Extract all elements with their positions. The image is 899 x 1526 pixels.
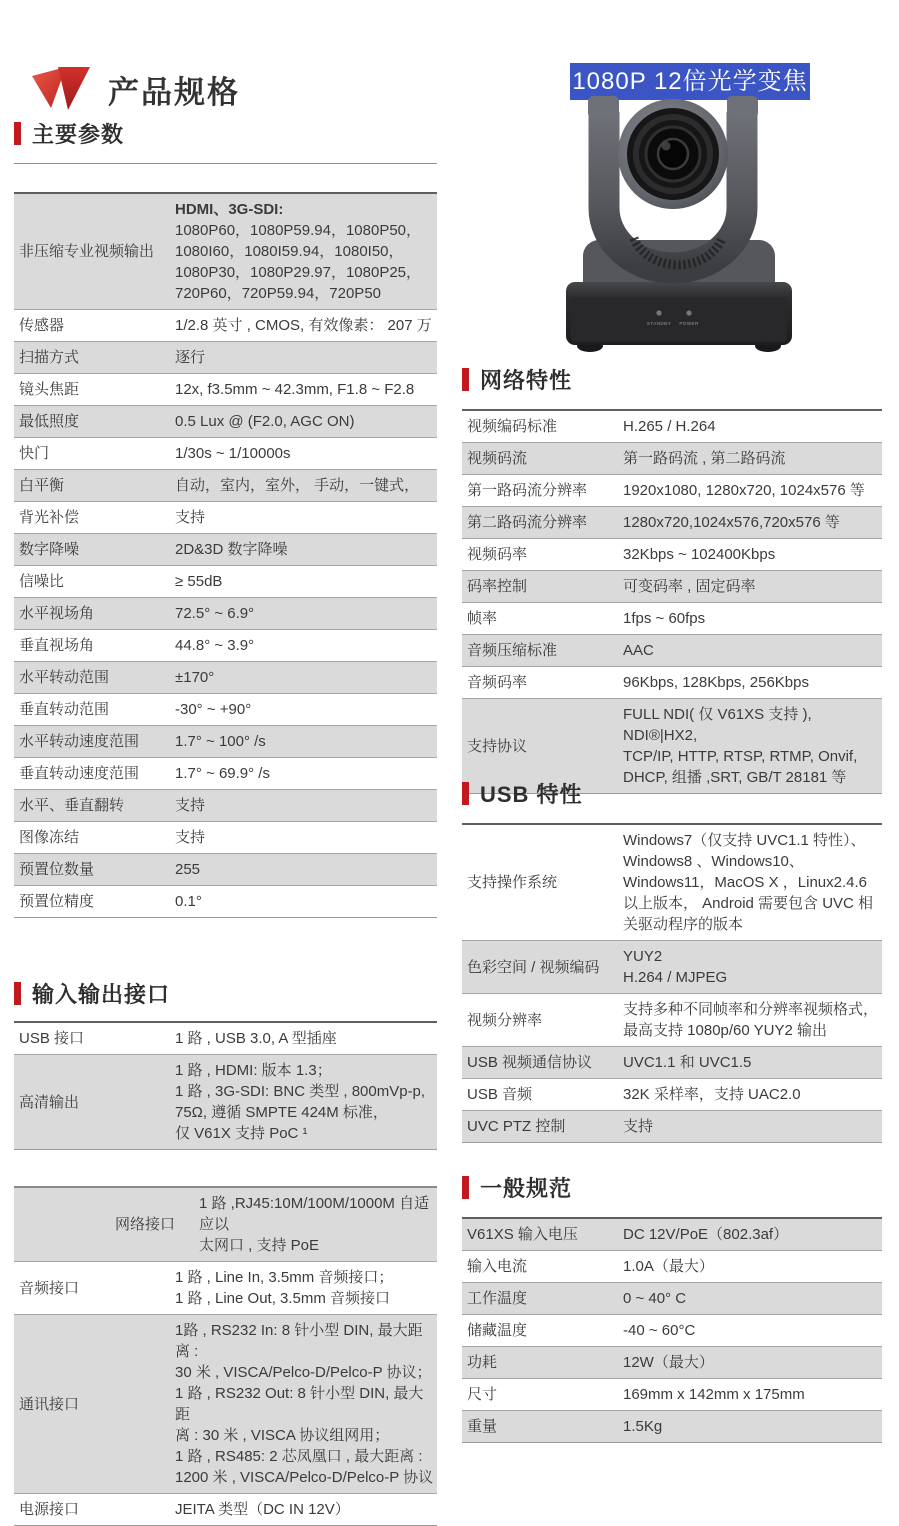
general-table xyxy=(462,1217,882,1443)
spec-label: 垂直转动速度范围 xyxy=(19,765,140,782)
spec-label: V61XS 输入电压 xyxy=(467,1226,578,1243)
spec-row xyxy=(14,1055,437,1149)
section-usb xyxy=(462,778,882,1143)
spec-value: Windows7（仅支持 UVC1.1 特性）、 Windows8 、Windows10、 Windows11，MacOS X ，Linux2.4.6 以上版本， Android 需要包含 UVC 相 关驱动程序的版本 xyxy=(623,832,874,933)
spec-row xyxy=(462,603,882,635)
usb-table xyxy=(462,823,882,1143)
spec-row xyxy=(14,1262,437,1315)
spec-label: 水平转动范围 xyxy=(19,669,110,686)
spec-value: 12x, f3.5mm ~ 42.3mm, F1.8 ~ F2.8 xyxy=(175,381,415,398)
spec-value: FULL NDI( 仅 V61XS 支持 ), NDI®|HX2, TCP/IP, HTTP, RTSP, RTMP, Onvif, DHCP, 组播 ,SRT, GB/T 28181 等 xyxy=(623,706,858,786)
spec-value: 1.5Kg xyxy=(623,1418,663,1435)
spec-value: ≥ 55dB xyxy=(175,573,223,590)
section-title-text: 主要参数 xyxy=(32,122,125,147)
section-title xyxy=(14,978,437,1009)
spec-value: -30° ~ +90° xyxy=(175,701,252,718)
spec-value: 1920x1080, 1280x720, 1024x576 等 xyxy=(623,482,865,499)
spec-value: 1.7° ~ 69.9° /s xyxy=(175,765,270,782)
spec-label: 高清输出 xyxy=(19,1093,80,1111)
section-title xyxy=(462,364,882,395)
spec-row xyxy=(14,502,437,534)
spec-value: 32K 采样率，支持 UAC2.0 xyxy=(623,1086,801,1103)
spec-row xyxy=(14,726,437,758)
spec-row xyxy=(462,1283,882,1315)
spec-value: 0.5 Lux @ (F2.0, AGC ON) xyxy=(175,413,355,430)
spec-row xyxy=(14,534,437,566)
spec-label: 非压缩专业视频输出 xyxy=(19,243,155,260)
spec-value: 255 xyxy=(175,861,201,878)
spec-label: 视频编码标准 xyxy=(467,418,558,435)
spec-row xyxy=(462,1111,882,1142)
spec-label: 信噪比 xyxy=(19,573,65,590)
spec-value: 96Kbps, 128Kbps, 256Kbps xyxy=(623,674,809,691)
spec-label: 数字降噪 xyxy=(19,541,80,558)
spec-label: USB 接口 xyxy=(19,1030,85,1047)
spec-label: 帧率 xyxy=(467,610,498,627)
spec-label: 视频码流 xyxy=(467,450,528,467)
spec-label: USB 音频 xyxy=(467,1086,533,1103)
spec-row xyxy=(14,1494,437,1525)
spec-value: 32Kbps ~ 102400Kbps xyxy=(623,546,776,563)
spec-value: YUY2 H.264 / MJPEG xyxy=(623,948,728,986)
spec-row xyxy=(462,443,882,475)
spec-value: 1 路 ,RJ45:10M/100M/1000M 自适应以 太网口 , 支持 PoE xyxy=(199,1195,430,1254)
standby-led xyxy=(656,310,661,315)
spec-row xyxy=(14,310,437,342)
spec-label: 工作温度 xyxy=(467,1290,528,1307)
spec-row xyxy=(462,1379,882,1411)
page-title: 产品规格 xyxy=(108,74,240,110)
red-bar-icon xyxy=(14,122,21,145)
section-title xyxy=(462,778,882,809)
spec-label: 垂直视场角 xyxy=(19,637,95,654)
red-bar-icon xyxy=(462,782,469,805)
spec-row xyxy=(462,1079,882,1111)
spec-label: UVC PTZ 控制 xyxy=(467,1118,566,1135)
spec-row xyxy=(14,406,437,438)
spec-value: 1 路 , USB 3.0, A 型插座 xyxy=(175,1030,337,1047)
spec-value: 72.5° ~ 6.9° xyxy=(175,605,255,622)
spec-value: 1280x720,1024x576,720x576 等 xyxy=(623,514,840,531)
spec-value: 可变码率 , 固定码率 xyxy=(623,578,756,595)
spec-value: 2D&3D 数字降噪 xyxy=(175,541,288,558)
spec-row xyxy=(462,539,882,571)
spec-label: 快门 xyxy=(19,445,50,462)
spec-row xyxy=(14,662,437,694)
spec-value: 169mm x 142mm x 175mm xyxy=(623,1386,805,1403)
spec-row xyxy=(14,854,437,886)
spec-row xyxy=(14,374,437,406)
spec-value: 自动，室内，室外， 手动，一键式， xyxy=(175,477,420,494)
spec-row xyxy=(462,1347,882,1379)
spec-value: UVC1.1 和 UVC1.5 xyxy=(623,1054,752,1071)
spec-value: 第一路码流 , 第二路码流 xyxy=(623,450,786,467)
spec-label: 支持协议 xyxy=(467,737,528,755)
spec-label: 扫描方式 xyxy=(19,349,80,366)
spec-label: 预置位数量 xyxy=(19,861,95,878)
section-network xyxy=(462,364,882,794)
standby-label: STANDBY xyxy=(646,321,672,326)
spec-label: 水平转动速度范围 xyxy=(19,733,140,750)
spec-row xyxy=(462,411,882,443)
spec-value: 1/30s ~ 1/10000s xyxy=(175,445,291,462)
spec-label: 图像冻结 xyxy=(19,829,80,846)
spec-row xyxy=(462,994,882,1047)
title-rule xyxy=(14,163,437,164)
spec-label: 白平衡 xyxy=(19,477,65,494)
spec-row xyxy=(462,1047,882,1079)
io-table-part2 xyxy=(14,1186,437,1526)
spec-label: 支持操作系统 xyxy=(467,874,558,891)
io-table-part1 xyxy=(14,1021,437,1150)
spec-value: 1 路 , Line In, 3.5mm 音频接口； 1 路 , Line Out, 3.5mm 音频接口 xyxy=(175,1269,394,1307)
spec-row xyxy=(14,822,437,854)
spec-value: ±170° xyxy=(175,669,215,686)
spec-label: 通讯接口 xyxy=(19,1395,80,1413)
spec-row xyxy=(14,194,437,310)
power-label: POWER xyxy=(679,321,699,326)
section-io xyxy=(14,978,437,1526)
spec-value: 0.1° xyxy=(175,893,202,910)
spec-value: 12W（最大） xyxy=(623,1354,714,1371)
spec-label: 视频分辨率 xyxy=(467,1011,543,1029)
spec-row xyxy=(14,342,437,374)
spec-label: 储藏温度 xyxy=(467,1322,528,1339)
spec-value: 支持 xyxy=(175,509,206,526)
spec-value: 1.7° ~ 100° /s xyxy=(175,733,266,750)
spec-row xyxy=(462,1411,882,1442)
spec-label: 预置位精度 xyxy=(19,893,95,910)
section-title xyxy=(14,118,437,149)
spec-value: 1fps ~ 60fps xyxy=(623,610,706,627)
section-general xyxy=(462,1172,882,1443)
section-title-text: 网络特性 xyxy=(480,368,573,393)
spec-value: 44.8° ~ 3.9° xyxy=(175,637,255,654)
network-table xyxy=(462,409,882,794)
spec-value: -40 ~ 60°C xyxy=(623,1322,696,1339)
spec-value: 支持 xyxy=(175,829,206,846)
spec-row xyxy=(14,1315,437,1494)
spec-label: 水平视场角 xyxy=(19,605,95,622)
brand-logo-icon xyxy=(30,64,92,114)
section-title-text: USB 特性 xyxy=(480,782,583,807)
spec-label: 重量 xyxy=(467,1418,498,1435)
spec-value: 支持 xyxy=(623,1118,654,1135)
spec-row xyxy=(14,630,437,662)
spec-label: 第一路码流分辨率 xyxy=(467,482,588,499)
ptz-camera-image xyxy=(538,92,820,354)
spec-value: 1.0A（最大） xyxy=(623,1258,714,1275)
brand-header xyxy=(30,64,240,114)
red-bar-icon xyxy=(14,982,21,1005)
spec-row xyxy=(14,1188,437,1262)
spec-row xyxy=(14,758,437,790)
spec-label: 传感器 xyxy=(19,317,65,334)
spec-row xyxy=(14,790,437,822)
spec-label: USB 视频通信协议 xyxy=(467,1054,593,1071)
spec-value: 1路 , RS232 In: 8 针小型 DIN, 最大距离 : 30 米 , VISCA/Pelco-D/Pelco-P 协议； 1 路 , RS232 Out: 8 针小型 DIN, 最大距 离 : 30 米 , VISCA 协议组网用； 1 路 , RS485: 2 芯凤凰口 , 最大距离 : 1200 米 , VISCA/Pelco-D/Pelco-P 协议 xyxy=(175,1322,434,1486)
spec-row xyxy=(462,571,882,603)
section-title-text: 输入输出接口 xyxy=(32,982,171,1007)
spec-value: AAC xyxy=(623,642,654,659)
spec-value: H.265 / H.264 xyxy=(623,418,716,435)
spec-row xyxy=(462,667,882,699)
spec-label: 功耗 xyxy=(467,1354,498,1371)
spec-label: 电源接口 xyxy=(19,1501,80,1518)
spec-row xyxy=(14,598,437,630)
spec-row xyxy=(462,1315,882,1347)
spec-label: 音频压缩标准 xyxy=(467,642,558,659)
spec-row xyxy=(14,694,437,726)
spec-value: JEITA 类型（DC IN 12V） xyxy=(175,1501,350,1518)
spec-value: HDMI、3G-SDI: 1080P60，1080P59.94，1080P50， 1080I60，1080I59.94，1080I50， 1080P30，1080P29.97，1080P25， 720P60，720P59.94，720P50 xyxy=(175,201,422,302)
spec-row xyxy=(462,475,882,507)
spec-row xyxy=(462,1251,882,1283)
spec-label: 背光补偿 xyxy=(19,509,80,526)
spec-label: 尺寸 xyxy=(467,1386,498,1403)
spec-label: 码率控制 xyxy=(467,578,528,595)
spec-row xyxy=(462,941,882,994)
spec-label: 音频接口 xyxy=(19,1279,80,1297)
spec-label: 音频码率 xyxy=(467,674,528,691)
spec-row xyxy=(14,886,437,917)
spec-row xyxy=(14,566,437,598)
spec-row xyxy=(462,1219,882,1251)
feature-badge: 1080P 12倍光学变焦 xyxy=(570,63,810,100)
spec-value: 1/2.8 英寸 , CMOS, 有效像素： 207 万 xyxy=(175,317,432,334)
spec-label: 最低照度 xyxy=(19,413,80,430)
spec-label: 垂直转动范围 xyxy=(19,701,110,718)
power-led xyxy=(686,310,691,315)
spec-value: 支持多种不同帧率和分辨率视频格式， 最高支持 1080p/60 YUY2 输出 xyxy=(623,1001,879,1039)
section-main-params xyxy=(14,118,437,918)
spec-value: 逐行 xyxy=(175,349,206,366)
spec-row xyxy=(14,470,437,502)
section-title-text: 一般规范 xyxy=(480,1176,573,1201)
spec-label: 视频码率 xyxy=(467,546,528,563)
section-title xyxy=(462,1172,882,1203)
main-params-table xyxy=(14,192,437,918)
spec-label: 输入电流 xyxy=(467,1258,528,1275)
red-bar-icon xyxy=(462,1176,469,1199)
spec-label: 网络接口 xyxy=(114,1216,175,1233)
spec-value: DC 12V/PoE（802.3af） xyxy=(623,1226,789,1243)
spec-value: 支持 xyxy=(175,797,206,814)
spec-label: 色彩空间 / 视频编码 xyxy=(467,958,600,976)
spec-value: 1 路 , HDMI: 版本 1.3； 1 路 , 3G-SDI: BNC 类型 , 800mVp-p, 75Ω, 遵循 SMPTE 424M 标准， 仅 V61X 支持 PoC ¹ xyxy=(175,1062,426,1142)
spec-label: 镜头焦距 xyxy=(19,381,80,398)
spec-row xyxy=(14,1023,437,1055)
spec-row xyxy=(462,507,882,539)
spec-label: 第二路码流分辨率 xyxy=(467,514,588,531)
spec-label: 水平、垂直翻转 xyxy=(19,797,125,814)
spec-row xyxy=(14,438,437,470)
red-bar-icon xyxy=(462,368,469,391)
spec-row xyxy=(462,825,882,941)
spec-value: 0 ~ 40° C xyxy=(623,1290,687,1307)
spec-row xyxy=(462,635,882,667)
